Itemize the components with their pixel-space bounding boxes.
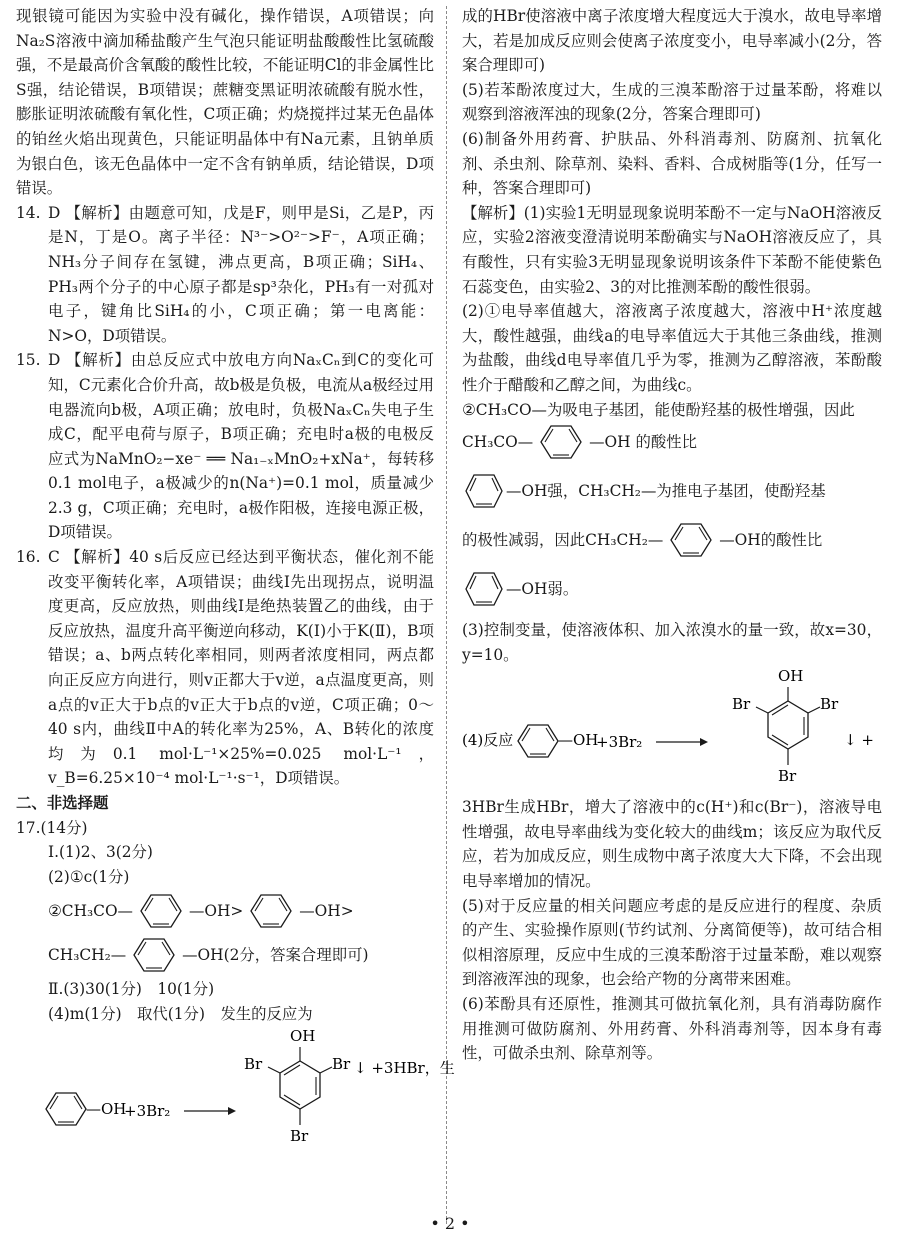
- benzene-ring-icon: [533, 422, 589, 462]
- acidity-order-line-2: CH₃CH₂— —OH(2分，答案合理即可): [16, 933, 434, 977]
- analysis-2b-intro: ②CH₃CO—为吸电子基团，能使酚羟基的极性增强，因此: [462, 400, 855, 419]
- q17-part-II-4: (4)m(1分) 取代(1分) 发生的反应为: [48, 1004, 313, 1023]
- q17-part-II-3: Ⅱ.(3)30(1分) 10(1分): [48, 980, 215, 999]
- reaction-label: (4)反应: [462, 731, 514, 750]
- answer-16: 16. C 【解析】40 s后反应已经达到平衡状态，催化剂不能改变平衡转化率，A项错误；曲线Ⅰ先出现拐点，说明温度更高，反应放热，则曲线Ⅰ是绝热装置乙的曲线，由于反应放热，温度升高平衡逆向移动，K(Ⅰ)小于K(Ⅱ)，B项错误；a、b两点转化率相同，则两者浓度相同，两点都向正反应方向进行，则v正都大于v逆，a点温度更高，则a点的v正大于b点的v正大于b点的v逆，C项正确；0～40 s内，曲线Ⅱ中A的转化率为25%，A、B转化的浓度均为0.1 mol·L⁻¹×25%=0.025 mol·L⁻¹，v_B=6.25×10⁻⁴ mol·L⁻¹·s⁻¹，D项错误。: [16, 548, 434, 788]
- hydroxyl-label: —OH: [558, 731, 599, 750]
- hydroxyl-label: —OH: [86, 1099, 127, 1118]
- phenol-structure: [46, 1093, 126, 1125]
- answer-13-continuation: 现银镜可能因为实验中没有碱化，操作错误，A项错误；向Na₂S溶液中滴加稀盐酸产生气泡只能证明盐酸酸性比氢硫酸强，不是最高价含氧酸的酸性比较，不能证明Cl的非金属性比S强，结论错误，B项错误；蔗糖变黑证明浓硫酸有脱水性，膨胀证明浓硫酸有氧化性，C项正确；灼烧搅拌过某无色晶体的铂丝火焰出现黄色，只能证明晶体中有Na元素，且钠单质为银白色，该无色晶体中一定不含有钠单质，结论错误，D项错误。: [16, 7, 434, 198]
- benzene-ring-icon: [462, 563, 506, 615]
- bromine-label: Br: [244, 1054, 263, 1073]
- q17-part-I-1: Ⅰ.(1)2、3(2分): [48, 843, 153, 862]
- analysis-3: (3)控制变量，使溶液体积、加入浓溴水的量一致，故x=30，y=10。: [462, 621, 882, 664]
- acidity-order-line-1: ②CH₃CO— —OH> —OH>: [16, 889, 434, 933]
- reaction-byproduct: ↓ +3HBr，生: [354, 1058, 455, 1077]
- answer-6: (6)制备外用药膏、护肤品、外科消毒剂、防腐剂、抗氧化剂、杀虫剂、除草剂、染料、香料、合成树脂等(1分，任写一种，答案合理即可): [462, 129, 882, 198]
- analysis-6: (6)苯酚具有还原性，推测其可做抗氧化剂，具有消毒防腐作用推测可做防腐剂、外用药膏、外科消毒剂等，因本身有毒性，可做杀虫剂、除草剂等。: [462, 995, 882, 1063]
- answer-14: 14. D 【解析】由题意可知，戊是F，则甲是Si，乙是P，丙是N，丁是O。离子半径：N³⁻>O²⁻>F⁻，A项正确；NH₃分子间存在氢键，沸点更高，B项正确；SiH₄、PH₃两个分子的中心原子都是sp³杂化，PH₃有一对孤对电子，键角比SiH₄的小，C项正确；第一电离能：N>O，D项错误。: [16, 203, 434, 345]
- analysis-2b-line-1: CH₃CO— —OH 的酸性比: [462, 422, 882, 462]
- benzene-ring-icon: [462, 465, 506, 517]
- answer-15: 15. D 【解析】由总反应式中放电方向NaₓCₙ到C的变化可知，C元素化合价升高，故b极是负极，电流从a极经过用电器流向b极，A项正确；放电时，负极NaₓCₙ失电子生成C，配平电荷与原子，B项正确；充电时a极的电极反应式为NaMnO₂−xe⁻ ══ Na₁₋ₓMnO₂+xNa⁺，每转移0.1 mol电子，a极减少的n(Na⁺)=0.1 mol，质量减少2.3 g，C项正确；充电时，a极作阳极，连接电源正极，D项错误。: [16, 351, 434, 542]
- bromination-reaction-scheme: [462, 667, 882, 795]
- reaction-arrow-icon: [184, 1107, 236, 1115]
- bromine-label: Br: [820, 695, 839, 714]
- answer-4-continuation: 成的HBr使溶液中离子浓度增大程度远大于溴水，故电导率增大，若是加成反应则会使离子浓度变小，电导率减小(2分，答案合理即可): [462, 7, 882, 75]
- bromine-reagent: +3Br₂: [596, 733, 643, 752]
- column-divider: [446, 6, 447, 1224]
- section-heading: 二、非选择题: [16, 794, 109, 812]
- tribromophenol-structure: [244, 1027, 351, 1145]
- bromine-label: Br: [290, 1126, 309, 1145]
- bromine-reagent: +3Br₂: [124, 1101, 171, 1120]
- hydroxyl-label: OH: [290, 1026, 316, 1045]
- tribromophenol-structure: [732, 667, 839, 785]
- answer-5: (5)若苯酚浓度过大，生成的三溴苯酚溶于过量苯酚，将难以观察到溶液浑浊的现象(2分，答案合理即可): [462, 80, 882, 124]
- benzene-ring-icon: [133, 891, 189, 931]
- phenol-structure: [518, 725, 598, 757]
- analysis-5: (5)对于反应量的相关问题应考虑的是反应进行的程度、杂质的产生、实验操作原则(节约试剂、分离简便等)，故可结合相似相溶原理，反应中生成的三溴苯酚溶于过量苯酚，难以观察到溶液浑浊的现象，也会给产物的分离带来困难。: [462, 896, 882, 989]
- left-column: [16, 4, 455, 1157]
- bromine-label: Br: [732, 695, 751, 714]
- reaction-arrow-icon: [656, 738, 708, 746]
- benzene-ring-icon: [663, 520, 719, 560]
- page-number: • 2 •: [430, 1214, 470, 1233]
- analysis-4: 3HBr生成HBr，增大了溶液中的c(H⁺)和c(Br⁻)，溶液导电性增强，故电导率曲线为变化较大的曲线m；该反应为取代反应，若为加成反应，则生成物中离子浓度大大下降，不会出现电导率增加的情况。: [462, 798, 882, 891]
- right-column: [462, 4, 882, 1066]
- reaction-byproduct: ↓ +: [844, 731, 874, 750]
- benzene-ring-icon: [243, 891, 299, 931]
- analysis-2b-line-4: —OH弱。: [462, 560, 882, 618]
- question-17-heading: 17.(14分): [16, 818, 88, 837]
- analysis-2b-line-3: 的极性减弱，因此 CH₃CH₂— —OH的酸性比: [462, 520, 882, 560]
- analysis-2: (2)①电导率值越大，溶液离子浓度越大，溶液中H⁺浓度越大，酸性越强，曲线a的电导率值远大于其他三条曲线，推测为盐酸，曲线d电导率值几乎为零，推测为乙醇溶液，苯酚酸性介于醋酸和乙醇之间，为曲线c。: [462, 302, 882, 394]
- hydroxyl-label: OH: [778, 667, 804, 686]
- q17-part-I-2: (2)①c(1分): [48, 867, 130, 886]
- bromine-label: Br: [332, 1054, 351, 1073]
- analysis-1: 【解析】(1)实验1无明显现象说明苯酚不一定与NaOH溶液反应，实验2溶液变澄清说明苯酚确实与NaOH溶液反应了，具有酸性，只有实验3无明显现象说明该条件下苯酚不能使紫色石蕊变色，由实验2、3的对比推测苯酚的酸性很弱。: [462, 203, 882, 296]
- bromine-label: Br: [778, 767, 797, 786]
- analysis-2b-line-2: —OH强，CH₃CH₂—为推电子基团，使酚羟基: [462, 462, 882, 520]
- benzene-ring-icon: [126, 935, 182, 975]
- bromination-reaction-scheme: [16, 1026, 455, 1157]
